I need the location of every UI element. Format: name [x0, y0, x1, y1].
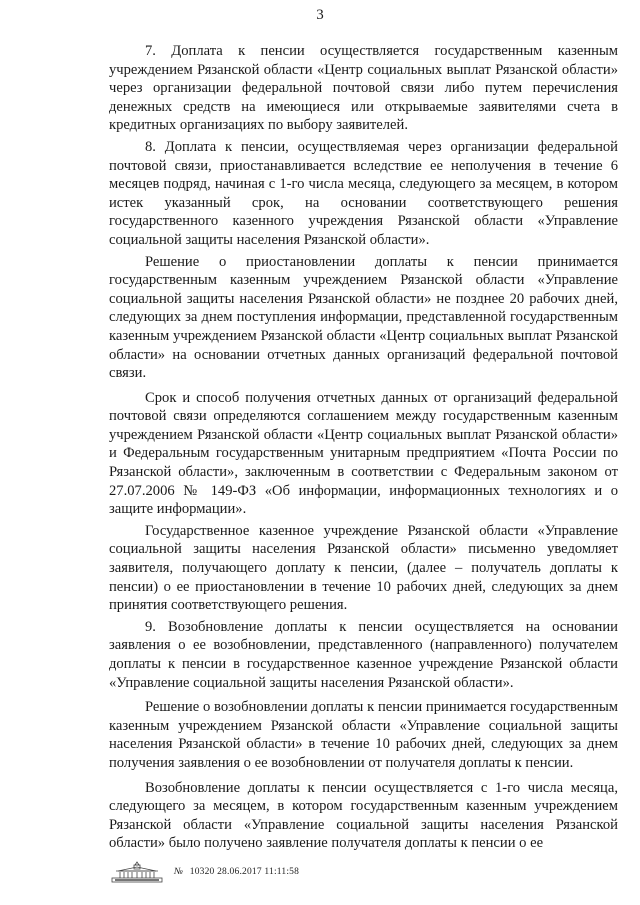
registration-stamp [174, 867, 299, 877]
building-emblem-icon [108, 860, 166, 884]
paragraph-resumption-start: Возобновление доплаты к пенсии осуществляется с 1-го числа месяца, следующего за месяцем, в котором государственным казенным учреждением Рязанской области «Управление социальной защиты населения Рязанской области» было получено заявление получателя доплаты к пенсии о ее [109, 779, 618, 852]
page-number: 3 [316, 7, 324, 23]
paragraph-resumption-decision: Решение о возобновлении доплаты к пенсии принимается государственным казенным учреждением Рязанской области «Управление социальной защиты населения Рязанской области» в течение 10 рабочих дней, следующих за днем получения заявления о ее возобновлении от получателя доплаты к пенсии. [109, 699, 618, 771]
registration-footer [108, 860, 299, 884]
number-sign: № [174, 867, 184, 877]
paragraph-suspension-decision: Решение о приостановлении доплаты к пенсии принимается государственным казенным учреждением Рязанской области «Управление социальной защиты населения Рязанской области» не позднее 20 рабочих дней, следующих за днем поступления информации, представленной государственным казенным учреждением Рязанской области «Центр социальных выплат Рязанской области» на основании отчетных данных организаций федеральной почтовой связи. [109, 253, 618, 382]
paragraph-9: 9. Возобновление доплаты к пенсии осуществляется на основании заявления о ее возобновлении, представленного (направленного) получателем доплаты к пенсии в государственное казенное учреждение Рязанской области «Управление социальной защиты населения Рязанской области». [109, 618, 618, 691]
document-body [109, 42, 618, 853]
paragraph-8: 8. Доплата к пенсии, осуществляемая через организации федеральной почтовой связи, приостанавливается вследствие ее неполучения в течение 6 месяцев подряд, начиная с 1-го числа месяца, следующего за месяцем, в котором истек указанный срок, на основании соответствующего решения государственного казенного учреждения Рязанской области «Управление социальной защиты населения Рязанской области». [109, 138, 618, 248]
paragraph-notification: Государственное казенное учреждение Рязанской области «Управление социальной защиты населения Рязанской области» письменно уведомляет заявителя, получающего доплату к пенсии, (далее – получатель доплаты к пенсии) о ее приостановлении в течение 10 рабочих дней, следующих за днем принятия соответствующего решения. [109, 522, 618, 614]
paragraph-reporting-terms: Срок и способ получения отчетных данных от организаций федеральной почтовой связи определяются соглашением между государственным казенным учреждением Рязанской области «Центр социальных выплат Рязанской области» и Федеральным государственным унитарным предприятием «Почта России по Рязанской области», заключенным в соответствии с Федеральным законом от 27.07.2006 № 149-ФЗ «Об информации, информационных технологиях и о защите информации». [109, 389, 618, 518]
registration-timestamp: 28.06.2017 11:11:58 [217, 867, 300, 877]
document-number: 10320 [189, 867, 215, 877]
paragraph-7: 7. Доплата к пенсии осуществляется государственным казенным учреждением Рязанской области «Центр социальных выплат Рязанской области» через организации федеральной почтовой связи либо путем перечисления денежных средств на имеющиеся или открываемые заявителями счета в кредитных организациях по выбору заявителей. [109, 43, 618, 134]
